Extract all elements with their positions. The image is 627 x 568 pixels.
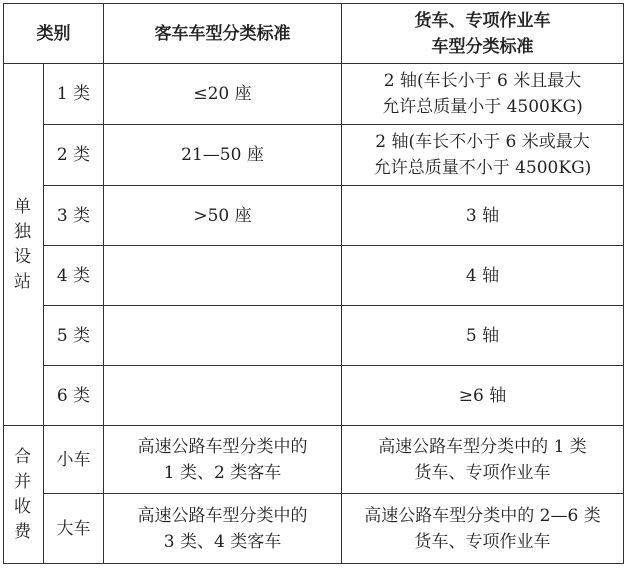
truck-line: 货车、专项作业车 — [414, 531, 551, 552]
table-row — [4, 306, 624, 366]
table-row — [4, 366, 624, 426]
header-truck-line: 车型分类标准 — [431, 36, 534, 57]
passenger-cell: >50 座 — [104, 186, 342, 246]
table-row — [4, 494, 624, 564]
passenger-cell — [104, 246, 342, 306]
truck-cell — [342, 494, 624, 564]
truck-line: 货车、专项作业车 — [414, 462, 551, 483]
truck-cell — [342, 125, 624, 186]
table-row — [4, 125, 624, 186]
group-label-separate — [4, 64, 44, 426]
truck-line: 允许总质量小于 4500KG) — [382, 97, 583, 117]
category-cell: 3 类 — [44, 186, 104, 246]
passenger-line: 高速公路车型分类中的 — [137, 436, 308, 457]
truck-cell — [342, 426, 624, 494]
table-row — [4, 246, 624, 306]
passenger-cell: ≤20 座 — [104, 64, 342, 125]
header-truck — [342, 4, 624, 64]
truck-line: 高速公路车型分类中的 2—6 类 — [364, 505, 601, 526]
category-cell: 4 类 — [44, 246, 104, 306]
truck-cell: 3 轴 — [342, 186, 624, 246]
header-category: 类别 — [4, 4, 104, 64]
category-cell: 6 类 — [44, 366, 104, 426]
category-cell: 1 类 — [44, 64, 104, 125]
header-row — [4, 4, 624, 64]
group-name: 单独设站 — [14, 196, 33, 292]
category-cell: 2 类 — [44, 125, 104, 186]
passenger-cell — [104, 426, 342, 494]
passenger-cell — [104, 366, 342, 426]
table-row — [4, 64, 624, 125]
vehicle-classification-table — [3, 3, 624, 564]
truck-cell: 5 轴 — [342, 306, 624, 366]
truck-line: 允许总质量不小于 4500KG) — [373, 158, 592, 178]
truck-cell: 4 轴 — [342, 246, 624, 306]
truck-line: 2 轴(车长小于 6 米且最大 — [383, 71, 582, 91]
truck-cell: ≥6 轴 — [342, 366, 624, 426]
table-row — [4, 186, 624, 246]
category-cell: 5 类 — [44, 306, 104, 366]
group-label-combined — [4, 426, 44, 564]
header-passenger: 客车车型分类标准 — [104, 4, 342, 64]
table-row — [4, 426, 624, 494]
truck-cell — [342, 64, 624, 125]
passenger-line: 高速公路车型分类中的 — [137, 505, 308, 526]
truck-line: 高速公路车型分类中的 1 类 — [378, 436, 587, 457]
passenger-line: 1 类、2 类客车 — [163, 462, 282, 483]
group-name: 合并收费 — [14, 446, 33, 542]
category-cell: 大车 — [44, 494, 104, 564]
passenger-cell: 21—50 座 — [104, 125, 342, 186]
passenger-line: 3 类、4 类客车 — [163, 531, 282, 552]
truck-line: 2 轴(车长不小于 6 米或最大 — [375, 132, 590, 152]
passenger-cell — [104, 306, 342, 366]
header-truck-line: 货车、专项作业车 — [414, 10, 551, 31]
category-cell: 小车 — [44, 426, 104, 494]
passenger-cell — [104, 494, 342, 564]
